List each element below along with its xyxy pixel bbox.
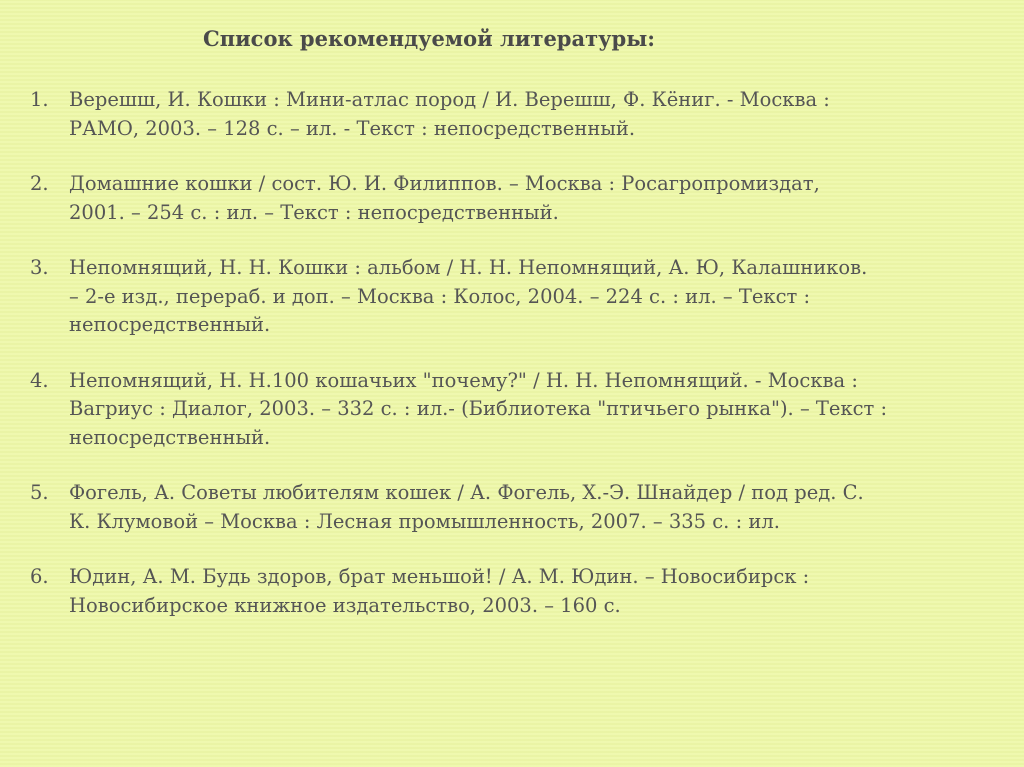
list-item: [30, 170, 990, 227]
list-item: [30, 563, 990, 620]
page-title: Список рекомендуемой литературы:: [203, 26, 656, 51]
list-item-text: Верешш, И. Кошки : Мини-атлас пород / И. Верешш, Ф. Кёниг. - Москва : РАМО, 2003. – 128 с. – ил. - Текст : непосредственный.: [69, 88, 830, 140]
list-item-number: 3.: [30, 256, 49, 279]
list-item: [30, 479, 990, 536]
list-item-number: 1.: [30, 88, 49, 111]
list-item: [30, 367, 990, 453]
list-item-number: 2.: [30, 172, 49, 195]
list-item-number: 6.: [30, 565, 49, 588]
list-item: [30, 86, 990, 143]
list-item-text: Непомнящий, Н. Н.100 кошачьих "почему?" / Н. Н. Непомнящий. - Москва : Вагриус : Диалог, 2003. – 332 с. : ил.- (Библиотека "птичьего рынка"). – Текст : непосредственный.: [69, 368, 888, 449]
list-item-text: Фогель, А. Советы любителям кошек / А. Фогель, Х.-Э. Шнайдер / под ред. С. К. Клумовой – Москва : Лесная промышленность, 2007. – 335 с. : ил.: [69, 481, 864, 533]
list-item-text: Юдин, А. М. Будь здоров, брат меньшой! / А. М. Юдин. – Новосибирск : Новосибирское книжное издательство, 2003. – 160 с.: [69, 565, 810, 617]
reference-list: [30, 86, 990, 647]
list-item-number: 4.: [30, 368, 49, 392]
list-item-text: Непомнящий, Н. Н. Кошки : альбом / Н. Н. Непомнящий, А. Ю, Калашников. – 2-е изд., перераб. и доп. – Москва : Колос, 2004. – 224 с. : ил. – Текст : непосредственный.: [69, 256, 868, 336]
list-item: [30, 254, 990, 340]
list-item-text: Домашние кошки / сост. Ю. И. Филиппов. – Москва : Росагропромиздат, 2001. – 254 с. : ил. – Текст : непосредственный.: [69, 172, 820, 224]
list-item-number: 5.: [30, 481, 49, 504]
